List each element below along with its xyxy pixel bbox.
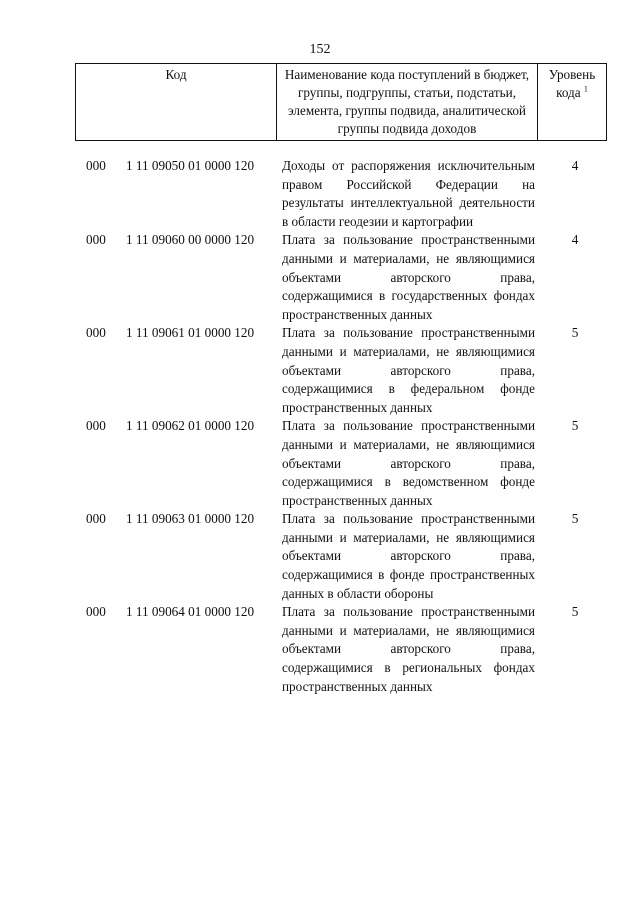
header-level: Уровень кода: [548, 67, 596, 100]
row-income-code: 1 11 09061 01 0000 120: [126, 325, 255, 341]
row-level: 4: [571, 232, 579, 248]
row-name: Доходы от распоряжения исключительным правом Российской Федерации на результаты интеллектуальной деятельности в области геодезии и картографии: [282, 158, 535, 229]
table-body: [75, 157, 589, 696]
header-code: Код: [76, 64, 277, 141]
header-level-cell: [538, 64, 607, 141]
row-admin-code: 000: [86, 158, 106, 173]
row-level: 5: [571, 418, 579, 434]
row-admin-code: 000: [86, 232, 106, 248]
table-row: [75, 324, 589, 417]
page-number: 152: [309, 42, 331, 57]
row-level: 5: [571, 325, 579, 341]
row-name: Плата за пользование пространственными данными и материалами, не являющимися объектами авторского права, содержащимися в региональных фондах пространственных данных: [282, 604, 535, 694]
header-level-footnote: 1: [583, 84, 588, 94]
row-name: Плата за пользование пространственными данными и материалами, не являющимися объектами авторского права, содержащимися в государственных фондах пространственных данных: [282, 232, 535, 322]
row-income-code: 1 11 09064 01 0000 120: [126, 604, 255, 620]
table-row: [75, 231, 589, 324]
row-income-code: 1 11 09060 00 0000 120: [126, 232, 255, 248]
table-row: [75, 510, 589, 603]
row-level: 4: [571, 158, 579, 173]
table-row: [75, 603, 589, 696]
row-level: 5: [571, 604, 579, 620]
row-admin-code: 000: [86, 511, 106, 527]
row-level: 5: [571, 511, 579, 527]
row-admin-code: 000: [86, 604, 106, 620]
row-name: Плата за пользование пространственными данными и материалами, не являющимися объектами авторского права, содержащимися в ведомственном фонде пространственных данных: [282, 418, 535, 508]
row-admin-code: 000: [86, 325, 106, 341]
table-header: [75, 63, 607, 141]
row-name: Плата за пользование пространственными данными и материалами, не являющимися объектами авторского права, содержащимися в федеральном фонде пространственных данных: [282, 325, 535, 415]
header-name: Наименование кода поступлений в бюджет, группы, подгруппы, статьи, подстатьи, элемента, группы подвида, аналитической группы подвида доходов: [277, 64, 538, 141]
row-income-code: 1 11 09050 01 0000 120: [126, 158, 255, 173]
row-income-code: 1 11 09063 01 0000 120: [126, 511, 255, 527]
table-row: [75, 157, 589, 231]
row-name: Плата за пользование пространственными данными и материалами, не являющимися объектами авторского права, содержащимися в фонде пространственных данных в области обороны: [282, 511, 535, 601]
row-admin-code: 000: [86, 418, 106, 434]
table-row: [75, 417, 589, 510]
row-income-code: 1 11 09062 01 0000 120: [126, 418, 255, 434]
